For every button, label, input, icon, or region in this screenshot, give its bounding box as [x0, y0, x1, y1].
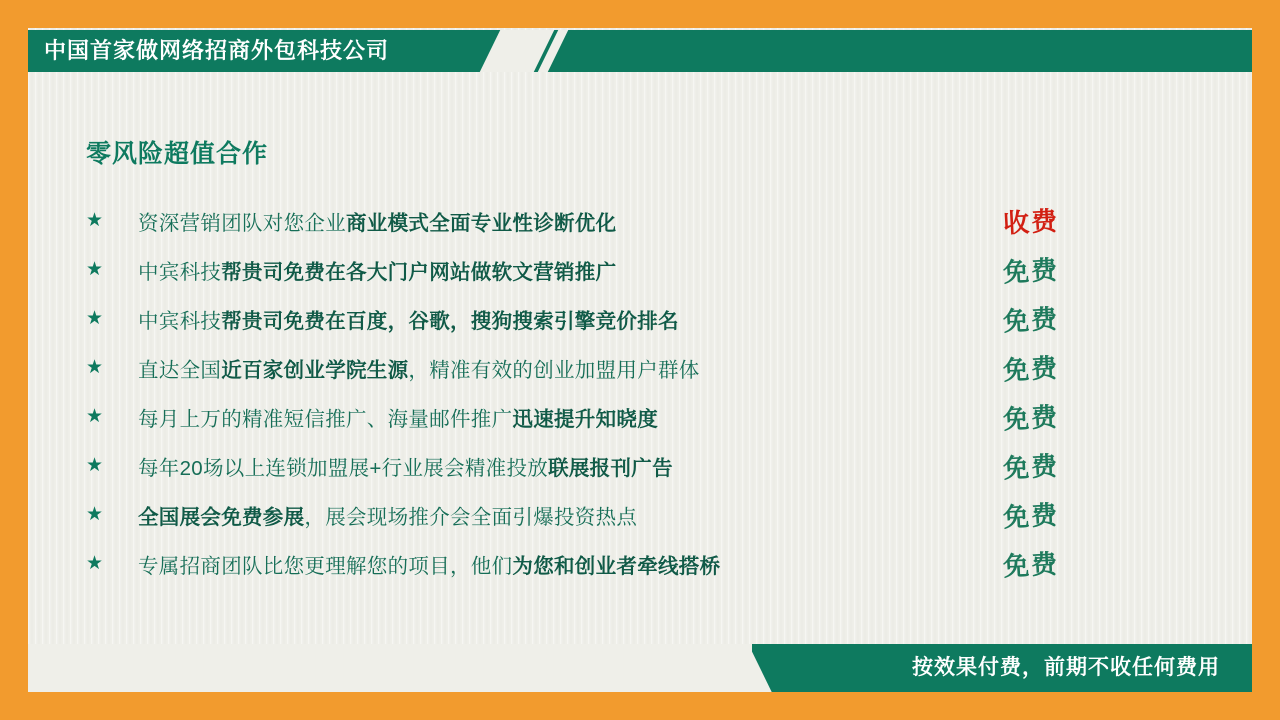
star-icon: ★ [86, 259, 104, 280]
list-item [86, 294, 1086, 343]
star-icon: ★ [86, 504, 104, 525]
list-item-text [138, 549, 1086, 579]
list-item-text-plain2: ，展会现场推介会全面引爆投资热点 [304, 505, 638, 529]
list-item-text-bold: 商业模式全面专业性诊断优化 [346, 211, 617, 235]
list-item-text-bold: 迅速提升知晓度 [512, 407, 659, 431]
list-item-text-bold: 近百家创业学院生源 [221, 358, 409, 382]
section-title: 零风险超值合作 [86, 140, 269, 168]
list-item [86, 392, 1086, 441]
list-item [86, 490, 1086, 539]
benefits-list [86, 196, 1086, 588]
list-item-text [138, 402, 1086, 432]
price-badge: 免费 [1002, 451, 1060, 485]
list-item-text-plain1: 资深营销团队对您企业 [138, 211, 346, 235]
list-item-text-bold: 全国展会免费参展 [138, 505, 305, 529]
star-icon: ★ [86, 357, 104, 378]
list-item-text [138, 304, 1086, 334]
list-item-text-bold: 帮贵司免费在百度，谷歌，搜狗搜索引擎竞价排名 [221, 309, 679, 333]
list-item [86, 441, 1086, 490]
list-item-text-bold: 帮贵司免费在各大门户网站做软文营销推广 [221, 260, 617, 284]
list-item-text [138, 500, 1086, 530]
list-item-text-plain1: 中宾科技 [138, 260, 222, 284]
price-badge: 免费 [1002, 353, 1060, 387]
list-item-text-plain1: 直达全国 [138, 358, 222, 382]
list-item-text-bold: 联展报刊广告 [548, 456, 673, 480]
star-icon: ★ [86, 455, 104, 476]
list-item [86, 343, 1086, 392]
list-item-text [138, 353, 1086, 383]
list-item [86, 196, 1086, 245]
price-badge: 免费 [1002, 402, 1060, 436]
price-badge: 免费 [1002, 500, 1060, 534]
list-item-text-bold: 为您和创业者牵线搭桥 [512, 554, 721, 578]
list-item-text [138, 206, 1086, 236]
star-icon: ★ [86, 308, 104, 329]
price-badge: 免费 [1002, 255, 1060, 289]
price-badge: 免费 [1002, 304, 1060, 338]
list-item-text-plain1: 每年20场以上连锁加盟展+行业展会精准投放 [138, 456, 549, 480]
footer-text: 按效果付费，前期不收任何费用 [912, 656, 1220, 679]
list-item-text-plain1: 每月上万的精准短信推广、海量邮件推广 [138, 407, 513, 431]
list-item-text [138, 255, 1086, 285]
footer-bar-left-gap [28, 644, 752, 692]
list-item-text-plain1: 中宾科技 [138, 309, 222, 333]
star-icon: ★ [86, 210, 104, 231]
price-badge: 收费 [1002, 206, 1060, 240]
list-item-text-plain1: 专属招商团队比您更理解您的项目，他们 [138, 554, 513, 578]
price-badge: 免费 [1002, 549, 1060, 583]
list-item [86, 539, 1086, 588]
list-item [86, 245, 1086, 294]
star-icon: ★ [86, 406, 104, 427]
header-title: 中国首家做网络招商外包科技公司 [44, 38, 390, 63]
list-item-text-plain2: ，精准有效的创业加盟用户群体 [408, 358, 700, 382]
star-icon: ★ [86, 553, 104, 574]
list-item-text [138, 451, 1086, 481]
